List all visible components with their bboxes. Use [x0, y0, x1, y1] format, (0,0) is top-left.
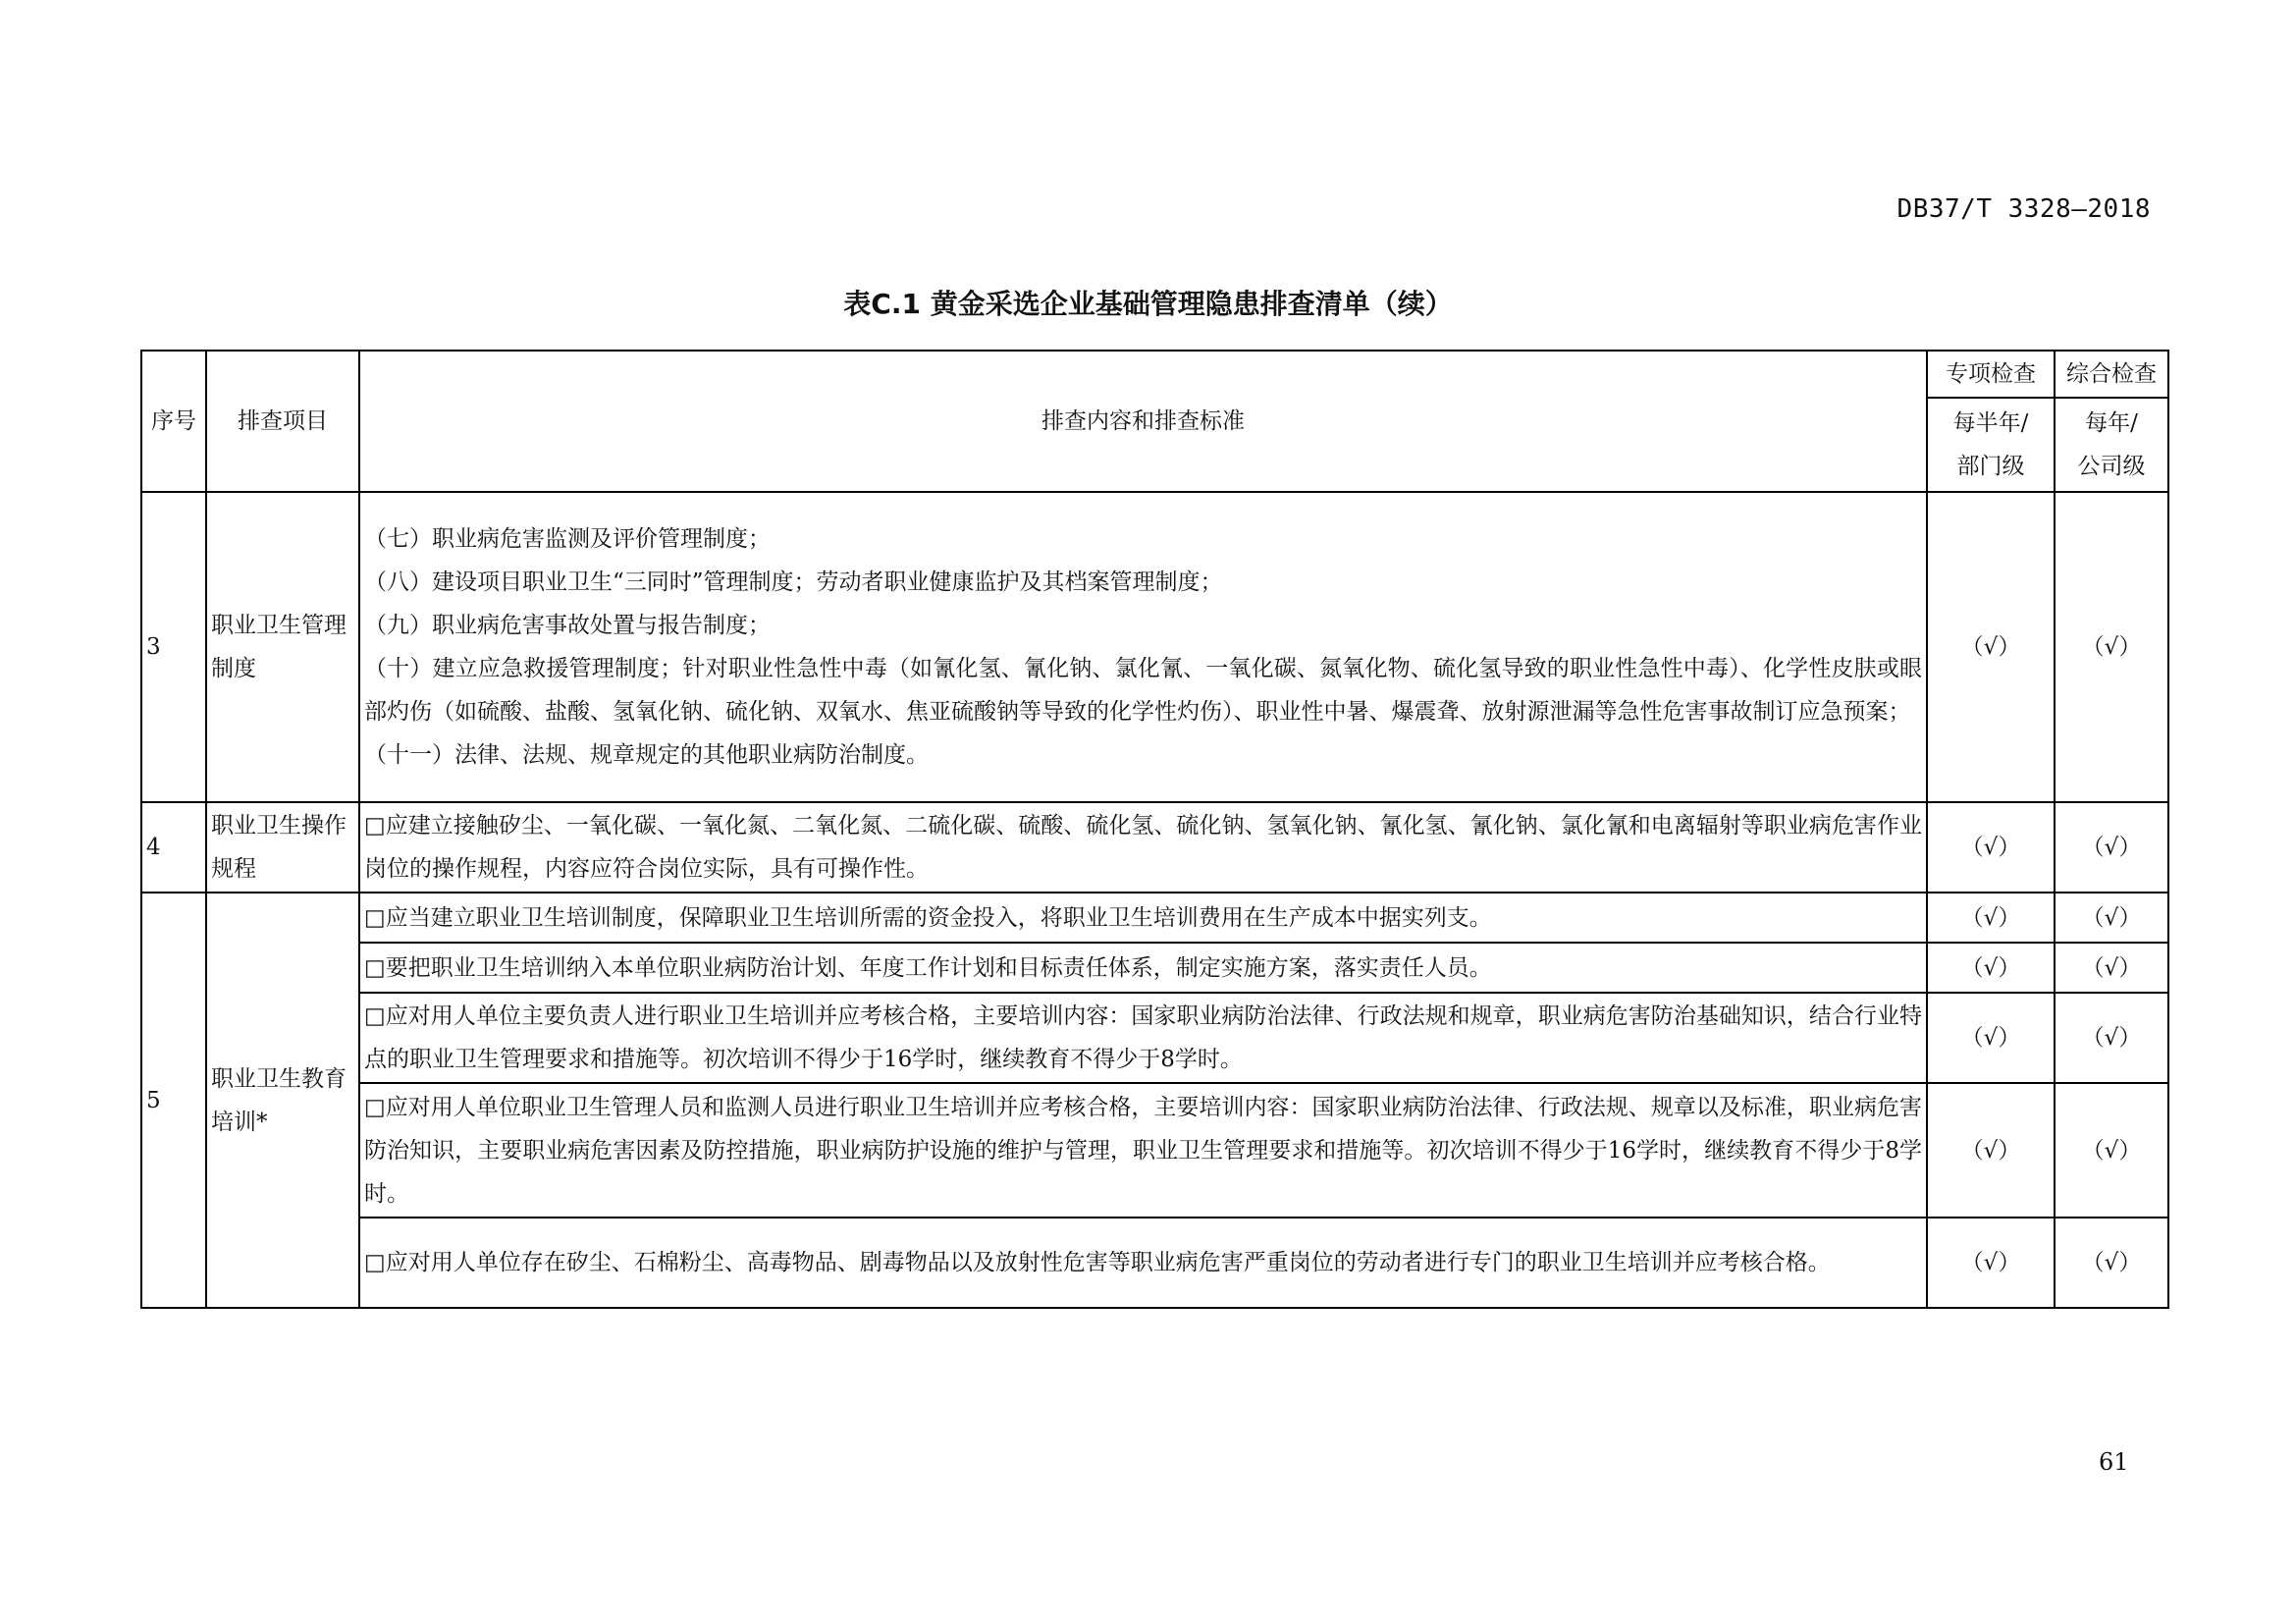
row-content	[359, 492, 1927, 802]
header-general-freq: 每年/	[2085, 410, 2138, 436]
special-check: （√）	[1927, 492, 2055, 802]
row-number: 4	[141, 802, 206, 893]
table-row	[141, 893, 2168, 943]
table-row	[141, 1218, 2168, 1308]
table-row	[141, 492, 2168, 802]
general-check: （√）	[2055, 943, 2168, 993]
table-row	[141, 943, 2168, 993]
table-caption: 表C.1 黄金采选企业基础管理隐患排查清单（续）	[843, 288, 1453, 320]
row-content: □应当建立职业卫生培训制度，保障职业卫生培训所需的资金投入，将职业卫生培训费用在生产成本中据实列支。	[359, 893, 1927, 943]
page-number: 61	[2099, 1448, 2129, 1476]
table-row	[141, 1083, 2168, 1218]
row-content: □要把职业卫生培训纳入本单位职业病防治计划、年度工作计划和目标责任体系，制定实施方案，落实责任人员。	[359, 943, 1927, 993]
special-check: （√）	[1927, 943, 2055, 993]
row-content: □应对用人单位职业卫生管理人员和监测人员进行职业卫生培训并应考核合格，主要培训内容：国家职业病防治法律、行政法规、规章以及标准，职业病危害防治知识，主要职业病危害因素及防控措施，职业病防护设施的维护与管理，职业卫生管理要求和措施等。初次培训不得少于16学时，继续教育不得少于8学时。	[359, 1083, 1927, 1218]
row-content: □应对用人单位主要负责人进行职业卫生培训并应考核合格，主要培训内容：国家职业病防治法律、行政法规和规章，职业病危害防治基础知识，结合行业特点的职业卫生管理要求和措施等。初次培训不得少于16学时，继续教育不得少于8学时。	[359, 993, 1927, 1083]
header-general: 综合检查	[2055, 351, 2168, 398]
header-general-level: 公司级	[2077, 454, 2146, 479]
row-content: □应建立接触矽尘、一氧化碳、一氧化氮、二氧化氮、二硫化碳、硫酸、硫化氢、硫化钠、氢氧化钠、氰化氢、氰化钠、氯化氰和电离辐射等职业病危害作业岗位的操作规程，内容应符合岗位实际，具有可操作性。	[359, 802, 1927, 893]
row-item: 职业卫生管理制度	[206, 492, 359, 802]
general-check: （√）	[2055, 1218, 2168, 1308]
header-content: 排查内容和排查标准	[359, 351, 1927, 492]
header-no: 序号	[141, 351, 206, 492]
row-number: 5	[141, 893, 206, 1308]
special-check: （√）	[1927, 993, 2055, 1083]
table-row	[141, 993, 2168, 1083]
general-check: （√）	[2055, 893, 2168, 943]
content-line: （十）建立应急救援管理制度；针对职业性急性中毒（如氰化氢、氰化钠、氯化氰、一氧化碳、氮氧化物、硫化氢导致的职业性急性中毒）、化学性皮肤或眼部灼伤（如硫酸、盐酸、氢氧化钠、硫化钠、双氧水、焦亚硫酸钠等导致的化学性灼伤）、职业性中暑、爆震聋、放射源泄漏等急性危害事故制订应急预案；	[364, 656, 1922, 725]
content-line: （十一）法律、法规、规章规定的其他职业病防治制度。	[364, 742, 929, 768]
header-special: 专项检查	[1927, 351, 2055, 398]
special-check: （√）	[1927, 1083, 2055, 1218]
row-content: □应对用人单位存在矽尘、石棉粉尘、高毒物品、剧毒物品以及放射性危害等职业病危害严重岗位的劳动者进行专门的职业卫生培训并应考核合格。	[359, 1218, 1927, 1308]
header-item: 排查项目	[206, 351, 359, 492]
content-line: （九）职业病危害事故处置与报告制度；	[364, 613, 771, 638]
row-item: 职业卫生操作规程	[206, 802, 359, 893]
general-check: （√）	[2055, 802, 2168, 893]
general-check: （√）	[2055, 1083, 2168, 1218]
header-row	[141, 351, 2168, 398]
document-code: DB37/T 3328—2018	[1896, 194, 2151, 224]
inspection-table	[140, 350, 2169, 1309]
row-item: 职业卫生教育培训*	[206, 893, 359, 1308]
general-check: （√）	[2055, 993, 2168, 1083]
header-special-frequency	[1927, 398, 2055, 492]
general-check: （√）	[2055, 492, 2168, 802]
content-line: （七）职业病危害监测及评价管理制度；	[364, 526, 771, 552]
special-check: （√）	[1927, 802, 2055, 893]
header-general-frequency	[2055, 398, 2168, 492]
special-check: （√）	[1927, 893, 2055, 943]
table-row	[141, 802, 2168, 893]
content-line: （八）建设项目职业卫生“三同时”管理制度；劳动者职业健康监护及其档案管理制度；	[364, 569, 1223, 595]
special-check: （√）	[1927, 1218, 2055, 1308]
header-special-freq: 每半年/	[1952, 410, 2029, 436]
header-special-level: 部门级	[1956, 454, 2025, 479]
row-number: 3	[141, 492, 206, 802]
